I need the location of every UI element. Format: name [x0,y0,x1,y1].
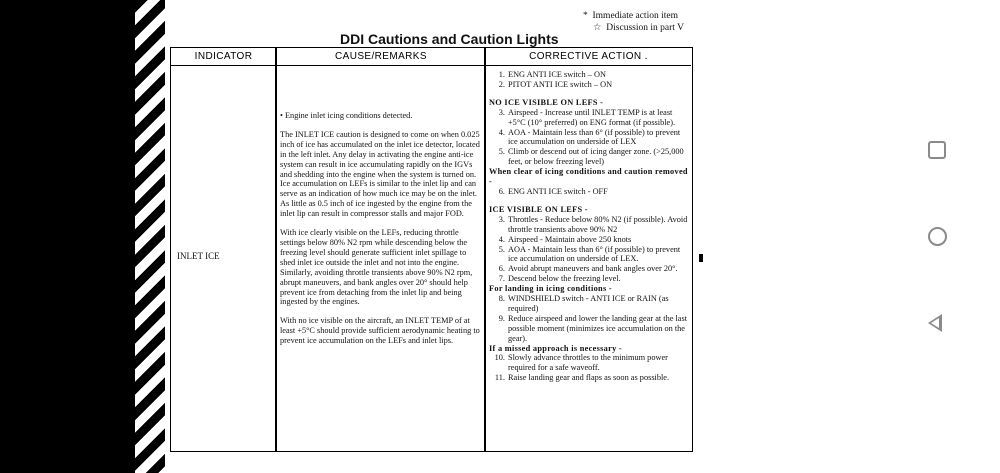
action-item: 8. WINDSHIELD switch - ANTI ICE or RAIN (as required) [498,294,669,313]
back-icon[interactable] [928,314,942,332]
legend [583,10,684,34]
action-item: 11. Raise landing gear and flaps as soon as possible. [494,373,670,383]
cause-para: • Engine inlet icing conditions detected. [280,111,413,120]
action-item: 5. Climb or descend out of icing danger zone. (>25,000 feet, or below freezing level) [498,147,684,167]
caution-table [170,47,693,452]
cause-para: With no ice visible on the aircraft, an INLET TEMP of at least +5°C should provide sufficient aerodynamic heating to prevent ice accumulation on the LEFs and inlet lips. [280,316,480,346]
section-heading: If a missed approach is necessary - [489,343,622,353]
hatched-margin [135,0,165,473]
indicator-name: INLET ICE [177,251,220,261]
page-title: DDI Cautions and Caution Lights [340,31,559,47]
text-cursor [699,254,703,262]
home-icon[interactable] [928,227,947,246]
action-item: 10. Slowly advance throttles to the minimum power required for a safe waveoff. [494,353,668,373]
action-item: 3. Airspeed - Increase until INLET TEMP is at least +5°C (10° preferred) on ENG format (if possible). [498,107,676,127]
action-item: 3. Throttles - Reduce below 80% N2 (if possible). Avoid throttle transients above 90% N2 [498,214,688,234]
action-item: 9. Reduce airspeed and lower the landing gear at the last possible moment (minimizes ice accumulation on the gear). [498,313,688,343]
action-item: 4. Airspeed - Maintain above 250 knots [498,234,632,244]
action-item: 7. Descend below the freezing level. [498,274,621,284]
cause-para: The INLET ICE caution is designed to come on when 0.025 inch of ice has accumulated on the inlet ice detector, located in the left inlet. Any delay in activating the engine anti-ice system can result in ice accumulating rapidly on the IGVs and shedding into the engine when the system is turned on. Ice accumulation on LEFs is similar to the inlet lip and can serve as an indication of how much ice may be on the inlet. As little as 0.5 inch of ice ingested by the engine from the inlet lip can result in compressor stalls and major FOD. [280,129,480,219]
column-divider [484,48,486,451]
header-action: CORRECTIVE ACTION . [486,48,691,66]
cause-para: With ice clearly visible on the LEFs, reducing throttle settings below 80% N2 rpm while descending below the freezing level should generate sufficient inlet spillage to shed inlet ice outside the inlet and not into the engine. Similarly, avoiding throttle transients above 90% N2 rpm, abrupt maneuvers, and bank angles over 20° should help prevent ice from detaching from the inlet lip and being ingested by the engines. [280,228,473,307]
action-item: 1. ENG ANTI ICE switch – ON [498,70,606,79]
action-item: 4. AOA - Maintain less than 6° (if possible) to prevent ice accumulation on underside of LEX [498,127,681,147]
legend-marker-star: * [583,11,588,21]
action-item: 6. ENG ANTI ICE switch - OFF [498,186,608,196]
action-item: 2. PITOT ANTI ICE switch – ON [498,79,613,89]
header-cause: CAUSE/REMARKS [277,48,485,66]
action-item: 5. AOA - Maintain less than 6° (if possible) to prevent ice accumulation on underside of LEX. [498,244,681,264]
section-heading: For landing in icing conditions - [489,284,612,294]
action-item: 6. Avoid abrupt maneuvers and bank angles over 20°. [498,264,678,274]
section-heading: ICE VISIBLE ON LEFS - [489,204,588,214]
legend-immediate-action: Immediate action item [592,11,678,21]
header-indicator: INDICATOR [171,48,276,66]
section-heading: NO ICE VISIBLE ON LEFS - [489,97,604,107]
column-divider [275,48,277,451]
navigation-bar [911,0,1000,473]
legend-discussion: Discussion in part V [606,23,684,33]
cause-remarks [280,111,482,355]
recents-icon[interactable] [928,141,946,159]
corrective-actions [489,70,691,383]
legend-marker-outline-star: ☆ [593,23,602,33]
section-heading: When clear of icing conditions and caution removed - [489,167,688,187]
document-page [135,0,911,473]
